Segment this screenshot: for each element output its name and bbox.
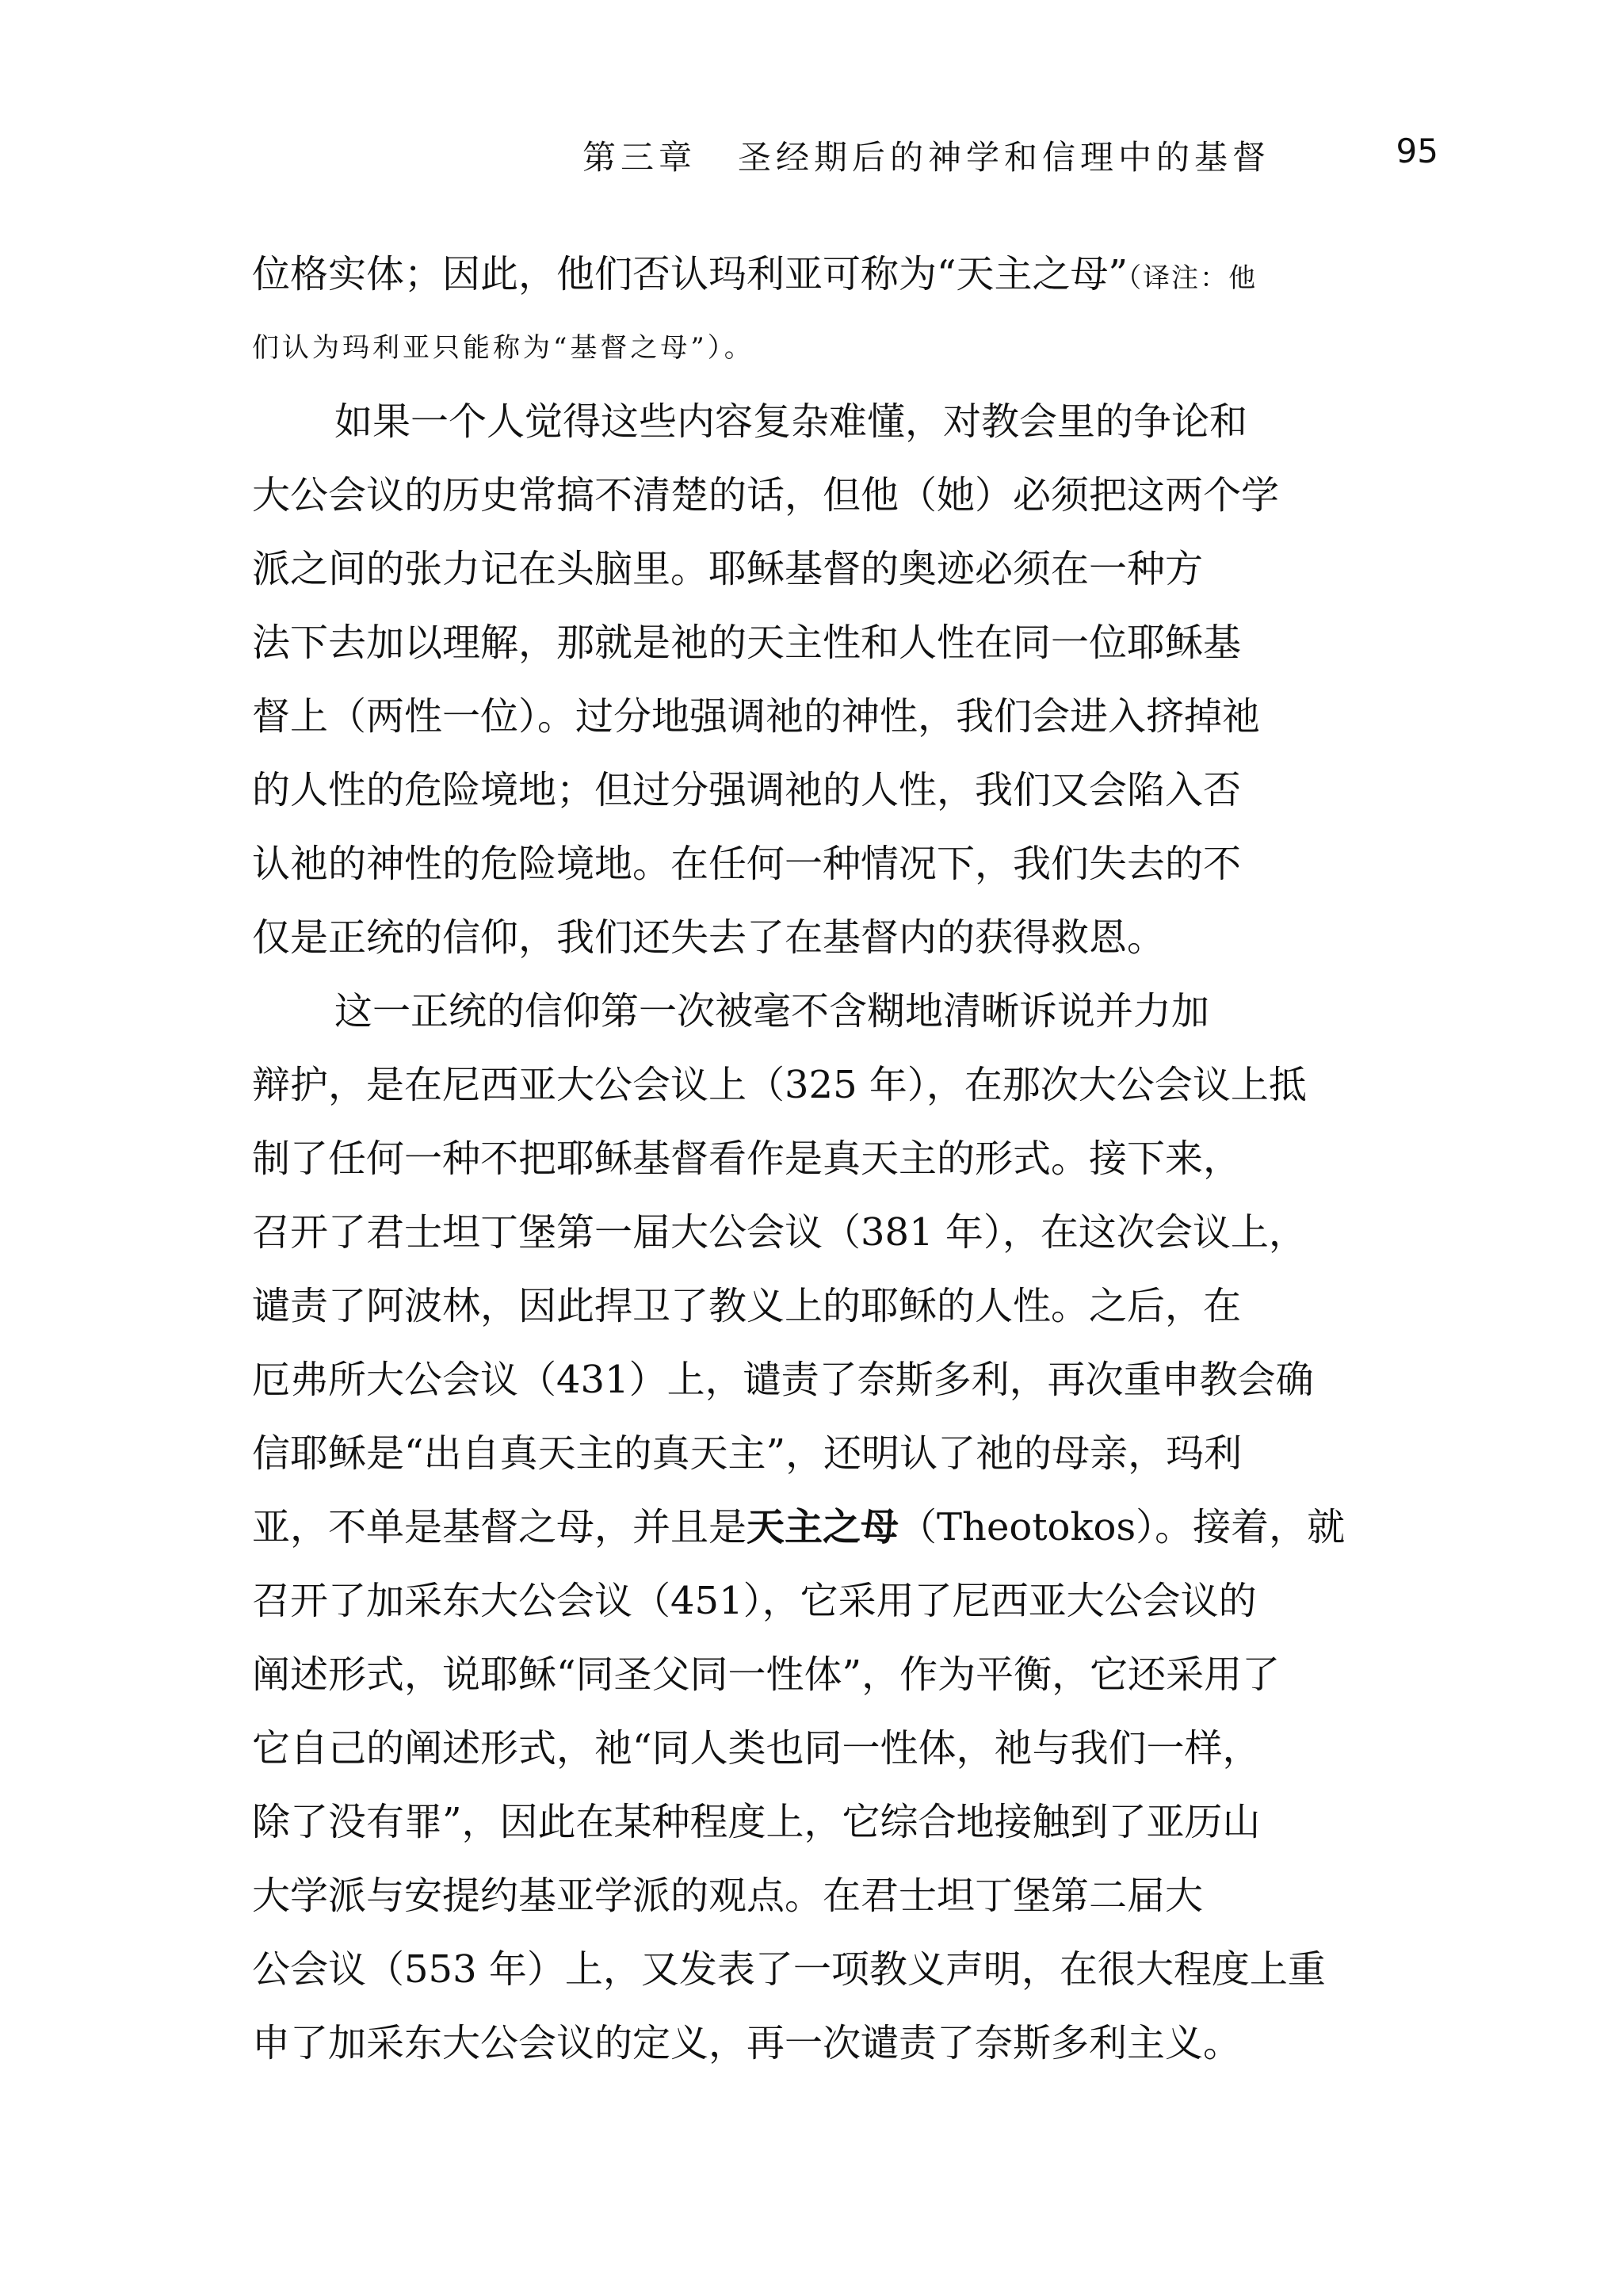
paragraph-3-line: 召开了君士坦丁堡第一届大公会议（381 年），在这次会议上， [252,1210,1307,1255]
paragraph-3-line-theotokos [252,1491,1439,1564]
running-header [582,132,1438,187]
paragraph-3-line: 除了没有罪”，因此在某种程度上，它综合地接触到了亚历山 [252,1800,1261,1844]
paragraph-3-line: 召开了加采东大公会议（451），它采用了尼西亚大公会议的 [252,1579,1257,1623]
paragraph-2-line: 法下去加以理解，那就是祂的天主性和人性在同一位耶稣基 [252,621,1242,665]
translator-note-end: 们认为玛利亚只能称为“基督之母”）。 [252,332,754,364]
paragraph-2-line: 派之间的张力记在头脑里。耶稣基督的奥迹必须在一种方 [252,547,1204,591]
page-number: 95 [1396,132,1438,170]
paragraph-3-line: 阐述形式，说耶稣“同圣父同一性体”，作为平衡，它还采用了 [252,1652,1281,1697]
paragraph-2-line: 仅是正统的信仰，我们还失去了在基督内的获得救恩。 [252,915,1166,960]
paragraph-2-line: 督上（两性一位）。过分地强调祂的神性，我们会进入挤掉祂 [252,694,1261,739]
chapter-title: 圣经期后的神学和信理中的基督 [738,138,1271,177]
paragraph-3-line: 大学派与安提约基亚学派的观点。在君士坦丁堡第二届大 [252,1874,1204,1918]
chapter-label: 第三章 [582,138,697,177]
paragraph-2-line: 如果一个人觉得这些内容复杂难懂，对教会里的争论和 [334,399,1248,444]
paragraph-2-line: 的人性的危险境地；但过分强调祂的人性，我们又会陷入否 [252,768,1242,812]
theotokos-term: 天主之母 [747,1505,899,1549]
paragraph-3-line: 谴责了阿波林，因此捍卫了教义上的耶稣的人性。之后，在 [252,1284,1242,1328]
paragraph-1-text: 位格实体；因此，他们否认玛利亚可称为“天主之母” [252,252,1128,296]
paragraph-3-line: 辩护，是在尼西亚大公会议上（325 年），在那次大公会议上抵 [252,1063,1307,1107]
paragraph-1-line-1 [252,238,1439,311]
paragraph-2-line: 认祂的神性的危险境地。在任何一种情况下，我们失去的不 [252,842,1242,886]
paragraph-3-line: 申了加采东大公会议的定义，再一次谴责了奈斯多利主义。 [252,2021,1242,2065]
theotokos-before: 亚，不单是基督之母，并且是 [252,1505,747,1549]
body-text [252,238,1439,2080]
paragraph-3-line: 这一正统的信仰第一次被毫不含糊地清晰诉说并力加 [334,989,1210,1033]
translator-note-start: （译注：他 [1128,262,1258,294]
paragraph-3-line: 公会议（553 年）上，又发表了一项教义声明，在很大程度上重 [252,1947,1326,1992]
paragraph-3-line: 制了任何一种不把耶稣基督看作是真天主的形式。接下来， [252,1137,1242,1181]
paragraph-2-line: 大公会议的历史常搞不清楚的话，但他（她）必须把这两个学 [252,473,1280,518]
paragraph-3-line: 它自己的阐述形式，祂“同人类也同一性体，祂与我们一样， [252,1726,1261,1771]
theotokos-after: （Theotokos）。接着，就 [899,1505,1346,1549]
paragraph-3-line: 厄弗所大公会议（431）上，谴责了奈斯多利，再次重申教会确 [252,1358,1314,1402]
paragraph-3-line: 信耶稣是“出自真天主的真天主”，还明认了祂的母亲，玛利 [252,1431,1243,1476]
